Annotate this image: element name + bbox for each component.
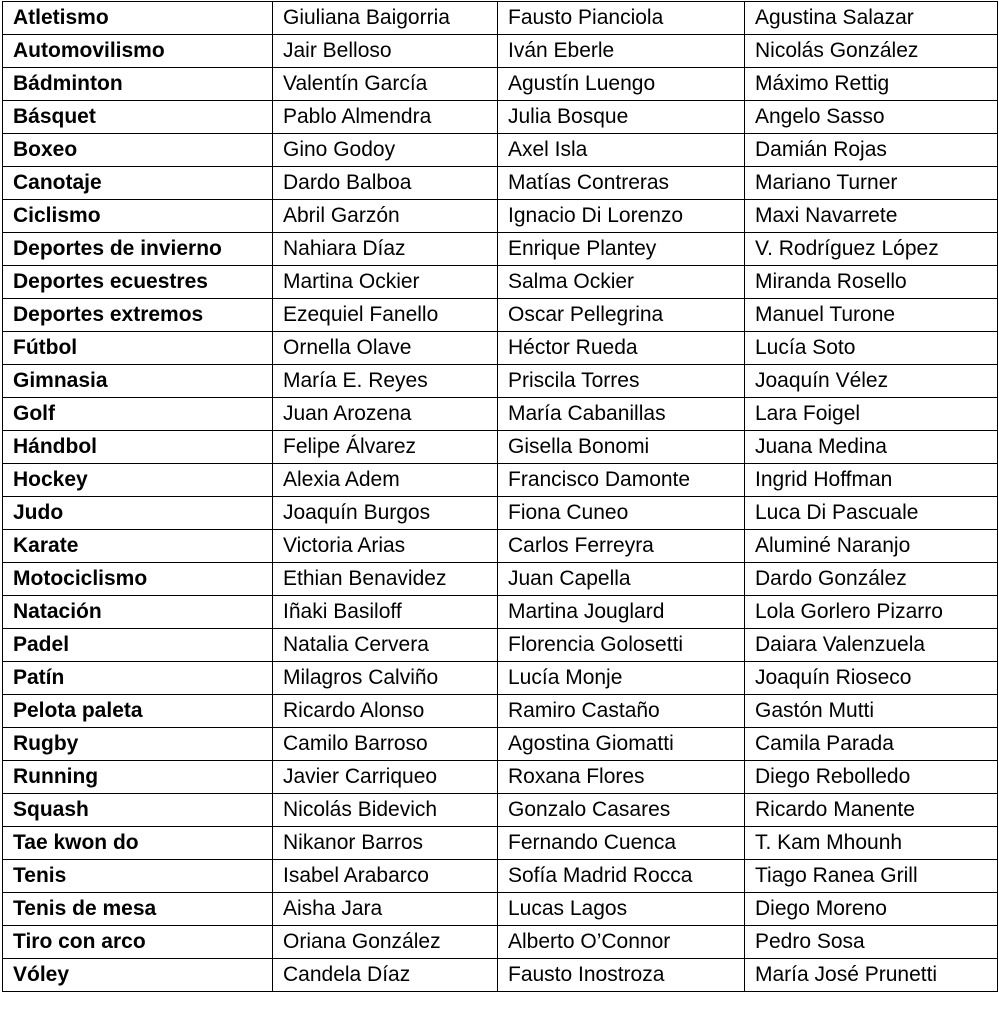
- sport-name-cell: Karate: [3, 530, 273, 563]
- person-name-cell: Miranda Rosello: [745, 266, 998, 299]
- person-name-cell: Fernando Cuenca: [498, 827, 745, 860]
- person-name-cell: Fiona Cuneo: [498, 497, 745, 530]
- person-name-cell: María Cabanillas: [498, 398, 745, 431]
- person-name-cell: Manuel Turone: [745, 299, 998, 332]
- person-name-cell: Alexia Adem: [273, 464, 498, 497]
- sport-name-cell: Boxeo: [3, 134, 273, 167]
- person-name-cell: V. Rodríguez López: [745, 233, 998, 266]
- person-name-cell: Camila Parada: [745, 728, 998, 761]
- person-name-cell: Abril Garzón: [273, 200, 498, 233]
- person-name-cell: Pedro Sosa: [745, 926, 998, 959]
- person-name-cell: Gastón Mutti: [745, 695, 998, 728]
- table-row: [3, 35, 998, 68]
- person-name-cell: Iván Eberle: [498, 35, 745, 68]
- person-name-cell: Gisella Bonomi: [498, 431, 745, 464]
- table-row: [3, 563, 998, 596]
- person-name-cell: Juan Capella: [498, 563, 745, 596]
- sport-name-cell: Fútbol: [3, 332, 273, 365]
- person-name-cell: Oriana González: [273, 926, 498, 959]
- sports-table: [2, 1, 998, 992]
- person-name-cell: Enrique Plantey: [498, 233, 745, 266]
- person-name-cell: Lucía Soto: [745, 332, 998, 365]
- table-row: [3, 959, 998, 992]
- person-name-cell: Matías Contreras: [498, 167, 745, 200]
- person-name-cell: Isabel Arabarco: [273, 860, 498, 893]
- person-name-cell: Lara Foigel: [745, 398, 998, 431]
- person-name-cell: Giuliana Baigorria: [273, 2, 498, 35]
- person-name-cell: Agostina Giomatti: [498, 728, 745, 761]
- person-name-cell: Javier Carriqueo: [273, 761, 498, 794]
- table-row: [3, 497, 998, 530]
- sport-name-cell: Ciclismo: [3, 200, 273, 233]
- person-name-cell: Candela Díaz: [273, 959, 498, 992]
- table-row: [3, 101, 998, 134]
- person-name-cell: María José Prunetti: [745, 959, 998, 992]
- person-name-cell: Juana Medina: [745, 431, 998, 464]
- person-name-cell: Nikanor Barros: [273, 827, 498, 860]
- person-name-cell: Ignacio Di Lorenzo: [498, 200, 745, 233]
- sport-name-cell: Gimnasia: [3, 365, 273, 398]
- person-name-cell: Felipe Álvarez: [273, 431, 498, 464]
- person-name-cell: Máximo Rettig: [745, 68, 998, 101]
- person-name-cell: Priscila Torres: [498, 365, 745, 398]
- person-name-cell: Iñaki Basiloff: [273, 596, 498, 629]
- person-name-cell: María E. Reyes: [273, 365, 498, 398]
- table-row: [3, 2, 998, 35]
- person-name-cell: Axel Isla: [498, 134, 745, 167]
- person-name-cell: Nahiara Díaz: [273, 233, 498, 266]
- sport-name-cell: Rugby: [3, 728, 273, 761]
- person-name-cell: Francisco Damonte: [498, 464, 745, 497]
- table-row: [3, 365, 998, 398]
- person-name-cell: Angelo Sasso: [745, 101, 998, 134]
- person-name-cell: Ramiro Castaño: [498, 695, 745, 728]
- sport-name-cell: Deportes extremos: [3, 299, 273, 332]
- table-row: [3, 629, 998, 662]
- person-name-cell: Gonzalo Casares: [498, 794, 745, 827]
- person-name-cell: Aisha Jara: [273, 893, 498, 926]
- table-row: [3, 761, 998, 794]
- table-row: [3, 266, 998, 299]
- table-row: [3, 167, 998, 200]
- person-name-cell: Mariano Turner: [745, 167, 998, 200]
- sport-name-cell: Padel: [3, 629, 273, 662]
- table-row: [3, 893, 998, 926]
- person-name-cell: Joaquín Burgos: [273, 497, 498, 530]
- person-name-cell: Jair Belloso: [273, 35, 498, 68]
- person-name-cell: Salma Ockier: [498, 266, 745, 299]
- person-name-cell: Nicolás Bidevich: [273, 794, 498, 827]
- person-name-cell: Alberto O’Connor: [498, 926, 745, 959]
- person-name-cell: Héctor Rueda: [498, 332, 745, 365]
- table-row: [3, 233, 998, 266]
- table-row: [3, 68, 998, 101]
- sport-name-cell: Golf: [3, 398, 273, 431]
- person-name-cell: Ricardo Alonso: [273, 695, 498, 728]
- person-name-cell: Agustín Luengo: [498, 68, 745, 101]
- person-name-cell: Sofía Madrid Rocca: [498, 860, 745, 893]
- person-name-cell: Fausto Inostroza: [498, 959, 745, 992]
- person-name-cell: T. Kam Mhounh: [745, 827, 998, 860]
- person-name-cell: Milagros Calviño: [273, 662, 498, 695]
- person-name-cell: Julia Bosque: [498, 101, 745, 134]
- person-name-cell: Joaquín Rioseco: [745, 662, 998, 695]
- person-name-cell: Martina Ockier: [273, 266, 498, 299]
- table-row: [3, 332, 998, 365]
- person-name-cell: Ornella Olave: [273, 332, 498, 365]
- person-name-cell: Dardo Balboa: [273, 167, 498, 200]
- person-name-cell: Ezequiel Fanello: [273, 299, 498, 332]
- sport-name-cell: Deportes ecuestres: [3, 266, 273, 299]
- sport-name-cell: Motociclismo: [3, 563, 273, 596]
- table-row: [3, 200, 998, 233]
- sport-name-cell: Canotaje: [3, 167, 273, 200]
- sport-name-cell: Tenis: [3, 860, 273, 893]
- table-row: [3, 431, 998, 464]
- person-name-cell: Maxi Navarrete: [745, 200, 998, 233]
- person-name-cell: Daiara Valenzuela: [745, 629, 998, 662]
- sport-name-cell: Automovilismo: [3, 35, 273, 68]
- person-name-cell: Diego Rebolledo: [745, 761, 998, 794]
- sport-name-cell: Bádminton: [3, 68, 273, 101]
- sport-name-cell: Patín: [3, 662, 273, 695]
- person-name-cell: Nicolás González: [745, 35, 998, 68]
- sport-name-cell: Atletismo: [3, 2, 273, 35]
- sport-name-cell: Judo: [3, 497, 273, 530]
- sport-name-cell: Pelota paleta: [3, 695, 273, 728]
- sport-name-cell: Tenis de mesa: [3, 893, 273, 926]
- sport-name-cell: Running: [3, 761, 273, 794]
- person-name-cell: Carlos Ferreyra: [498, 530, 745, 563]
- table-row: [3, 662, 998, 695]
- person-name-cell: Damián Rojas: [745, 134, 998, 167]
- person-name-cell: Diego Moreno: [745, 893, 998, 926]
- sports-table-body: [3, 2, 998, 992]
- person-name-cell: Florencia Golosetti: [498, 629, 745, 662]
- person-name-cell: Lola Gorlero Pizarro: [745, 596, 998, 629]
- person-name-cell: Lucas Lagos: [498, 893, 745, 926]
- sport-name-cell: Hockey: [3, 464, 273, 497]
- table-row: [3, 530, 998, 563]
- sport-name-cell: Básquet: [3, 101, 273, 134]
- table-row: [3, 695, 998, 728]
- person-name-cell: Oscar Pellegrina: [498, 299, 745, 332]
- person-name-cell: Dardo González: [745, 563, 998, 596]
- person-name-cell: Tiago Ranea Grill: [745, 860, 998, 893]
- person-name-cell: Joaquín Vélez: [745, 365, 998, 398]
- person-name-cell: Ingrid Hoffman: [745, 464, 998, 497]
- table-row: [3, 134, 998, 167]
- person-name-cell: Gino Godoy: [273, 134, 498, 167]
- person-name-cell: Martina Jouglard: [498, 596, 745, 629]
- table-row: [3, 860, 998, 893]
- person-name-cell: Pablo Almendra: [273, 101, 498, 134]
- sport-name-cell: Tiro con arco: [3, 926, 273, 959]
- person-name-cell: Valentín García: [273, 68, 498, 101]
- table-row: [3, 299, 998, 332]
- table-row: [3, 926, 998, 959]
- person-name-cell: Juan Arozena: [273, 398, 498, 431]
- sport-name-cell: Squash: [3, 794, 273, 827]
- sport-name-cell: Tae kwon do: [3, 827, 273, 860]
- person-name-cell: Lucía Monje: [498, 662, 745, 695]
- person-name-cell: Roxana Flores: [498, 761, 745, 794]
- person-name-cell: Luca Di Pascuale: [745, 497, 998, 530]
- sport-name-cell: Hándbol: [3, 431, 273, 464]
- person-name-cell: Victoria Arias: [273, 530, 498, 563]
- person-name-cell: Ethian Benavidez: [273, 563, 498, 596]
- sport-name-cell: Deportes de invierno: [3, 233, 273, 266]
- person-name-cell: Ricardo Manente: [745, 794, 998, 827]
- table-row: [3, 794, 998, 827]
- table-row: [3, 827, 998, 860]
- person-name-cell: Fausto Pianciola: [498, 2, 745, 35]
- sport-name-cell: Natación: [3, 596, 273, 629]
- person-name-cell: Aluminé Naranjo: [745, 530, 998, 563]
- table-row: [3, 464, 998, 497]
- person-name-cell: Natalia Cervera: [273, 629, 498, 662]
- table-row: [3, 728, 998, 761]
- table-row: [3, 398, 998, 431]
- sport-name-cell: Vóley: [3, 959, 273, 992]
- table-row: [3, 596, 998, 629]
- person-name-cell: Agustina Salazar: [745, 2, 998, 35]
- person-name-cell: Camilo Barroso: [273, 728, 498, 761]
